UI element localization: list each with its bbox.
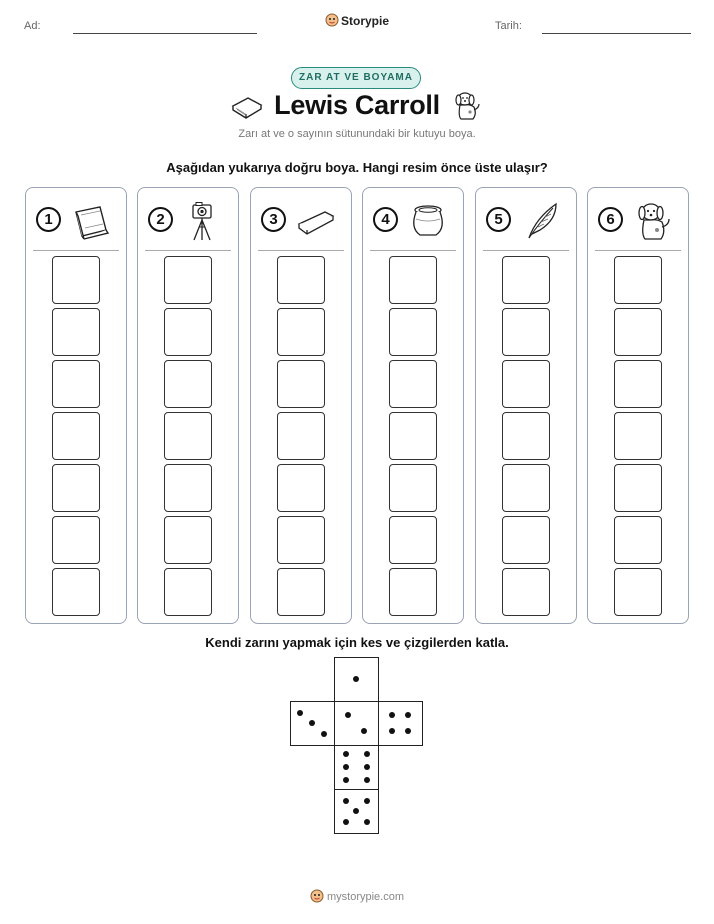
color-box[interactable]: [502, 412, 550, 460]
color-box[interactable]: [389, 568, 437, 616]
dice-pip: [405, 728, 411, 734]
column-divider: [483, 250, 569, 251]
dice-pip: [343, 798, 349, 804]
name-label: Ad:: [24, 20, 41, 32]
puppy-icon: [452, 90, 482, 122]
column-number: 5: [486, 207, 511, 232]
color-box[interactable]: [502, 256, 550, 304]
color-box[interactable]: [164, 412, 212, 460]
dice-face-5: [334, 789, 379, 834]
color-box[interactable]: [164, 256, 212, 304]
dice-pip: [364, 764, 370, 770]
color-box[interactable]: [614, 516, 662, 564]
camera-icon: [182, 200, 224, 242]
dice-pip: [343, 751, 349, 757]
dice-pip: [321, 731, 327, 737]
color-box[interactable]: [52, 412, 100, 460]
dice-pip: [364, 819, 370, 825]
dice-pip: [364, 798, 370, 804]
dice-pip: [389, 728, 395, 734]
column-divider: [145, 250, 231, 251]
dice-pip: [345, 712, 351, 718]
date-line: [542, 33, 691, 34]
color-box[interactable]: [614, 412, 662, 460]
dice-face-6: [334, 745, 379, 790]
book-icon: [70, 200, 112, 242]
color-box[interactable]: [502, 516, 550, 564]
color-box[interactable]: [52, 464, 100, 512]
color-box[interactable]: [277, 412, 325, 460]
color-box[interactable]: [502, 568, 550, 616]
puppy-icon: [632, 200, 674, 242]
dice-pip: [364, 777, 370, 783]
name-line: [73, 33, 257, 34]
color-box[interactable]: [164, 464, 212, 512]
color-box[interactable]: [389, 308, 437, 356]
column-number: 2: [148, 207, 173, 232]
color-box[interactable]: [277, 256, 325, 304]
subtitle: Zarı at ve o sayının sütunundaki bir kutuyu boya.: [238, 128, 476, 140]
dice-pip: [405, 712, 411, 718]
column-number: 1: [36, 207, 61, 232]
color-box[interactable]: [614, 308, 662, 356]
column-divider: [258, 250, 344, 251]
color-box[interactable]: [277, 516, 325, 564]
cut-instruction: Kendi zarını yapmak için kes ve çizgilerden katla.: [205, 635, 509, 650]
color-box[interactable]: [164, 308, 212, 356]
storypie-mascot-icon: [325, 13, 339, 27]
column-3: [250, 187, 352, 624]
color-box[interactable]: [52, 308, 100, 356]
dice-pip: [309, 720, 315, 726]
date-label: Tarih:: [495, 20, 522, 32]
column-divider: [595, 250, 681, 251]
brand-name: Storypie: [340, 14, 389, 28]
column-5: [475, 187, 577, 624]
dice-pip: [389, 712, 395, 718]
color-box[interactable]: [502, 308, 550, 356]
color-box[interactable]: [277, 360, 325, 408]
dice-pip: [297, 710, 303, 716]
color-box[interactable]: [277, 568, 325, 616]
dice-face-3: [290, 701, 335, 746]
color-box[interactable]: [614, 464, 662, 512]
dice-pip: [353, 808, 359, 814]
storypie-mascot-icon: [310, 889, 324, 903]
pot-icon: [407, 200, 449, 242]
dice-face-1: [334, 657, 379, 702]
color-box[interactable]: [277, 308, 325, 356]
dice-pip: [343, 777, 349, 783]
color-box[interactable]: [277, 464, 325, 512]
color-box[interactable]: [389, 360, 437, 408]
dice-face-4: [378, 701, 423, 746]
color-box[interactable]: [389, 464, 437, 512]
eraser-icon: [295, 200, 337, 242]
color-box[interactable]: [502, 464, 550, 512]
column-6: [587, 187, 689, 624]
dice-face-2: [334, 701, 379, 746]
activity-badge: ZAR AT VE BOYAMA: [291, 67, 421, 89]
color-box[interactable]: [614, 256, 662, 304]
color-box[interactable]: [164, 568, 212, 616]
column-number: 6: [598, 207, 623, 232]
dice-pip: [361, 728, 367, 734]
dice-pip: [364, 751, 370, 757]
color-box[interactable]: [52, 568, 100, 616]
column-number: 4: [373, 207, 398, 232]
color-box[interactable]: [164, 516, 212, 564]
color-box[interactable]: [389, 412, 437, 460]
column-divider: [33, 250, 119, 251]
color-box[interactable]: [502, 360, 550, 408]
color-box[interactable]: [614, 360, 662, 408]
dice-pip: [343, 764, 349, 770]
color-box[interactable]: [52, 516, 100, 564]
color-box[interactable]: [389, 516, 437, 564]
brand-logo: [0, 13, 714, 28]
color-box[interactable]: [52, 360, 100, 408]
column-number: 3: [261, 207, 286, 232]
footer-url: mystorypie.com: [326, 891, 405, 903]
color-box[interactable]: [52, 256, 100, 304]
dice-pip: [353, 676, 359, 682]
column-2: [137, 187, 239, 624]
column-1: [25, 187, 127, 624]
color-box[interactable]: [389, 256, 437, 304]
column-divider: [370, 250, 456, 251]
color-box[interactable]: [164, 360, 212, 408]
color-box[interactable]: [614, 568, 662, 616]
instruction: Aşağıdan yukarıya doğru boya. Hangi resim önce üste ulaşır?: [166, 160, 548, 175]
feather-icon: [520, 200, 562, 242]
footer: [0, 889, 714, 903]
column-4: [362, 187, 464, 624]
dice-pip: [343, 819, 349, 825]
page-title: Lewis Carroll: [274, 90, 440, 120]
